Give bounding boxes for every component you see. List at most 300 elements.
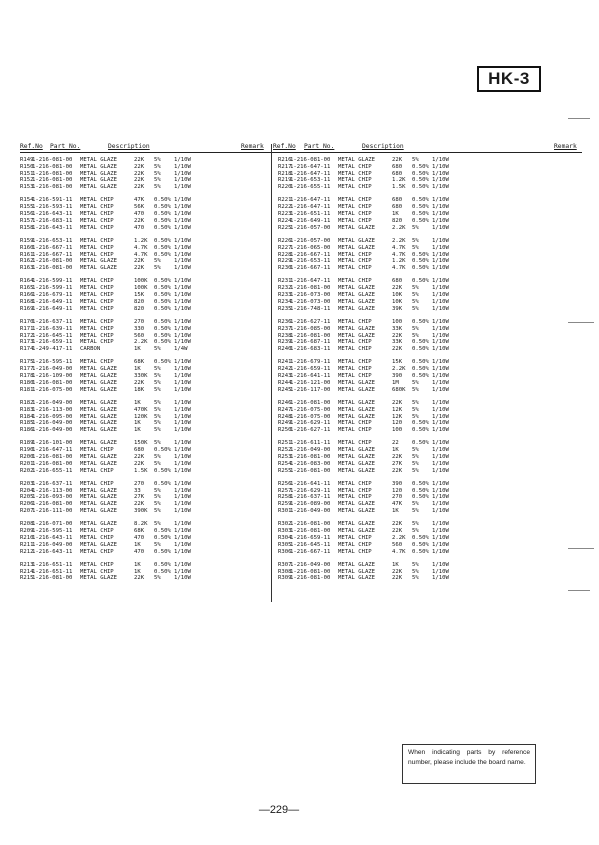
cell-part: 1-216-075-00 xyxy=(32,386,73,393)
cell-pow: 1/10W xyxy=(174,541,191,548)
cell-part: 1-216-081-00 xyxy=(290,285,331,292)
cell-ref: R211 xyxy=(20,541,34,548)
cell-val: 15K xyxy=(392,359,403,366)
cell-tol: 0.50% xyxy=(412,494,429,501)
cell-tol: 5% xyxy=(154,501,161,508)
cell-ref: R217 xyxy=(278,163,292,170)
cell-ref: R182 xyxy=(20,399,34,406)
cell-ref: R165 xyxy=(20,285,34,292)
cell-part: 1-216-667-11 xyxy=(290,251,331,258)
cell-tol: 0.50% xyxy=(412,170,429,177)
cell-desc: METAL GLAZE xyxy=(80,420,118,427)
cell-tol: 0.50% xyxy=(412,251,429,258)
cell-pow: 1/10W xyxy=(174,453,191,460)
cell-pow: 1/10W xyxy=(174,265,191,272)
cell-part: 1-216-081-00 xyxy=(32,170,73,177)
cell-tol: 5% xyxy=(412,528,419,535)
cell-tol: 0.50% xyxy=(154,359,171,366)
cell-desc: METAL GLAZE xyxy=(338,521,376,528)
cell-ref: R303 xyxy=(278,528,292,535)
cell-tol: 5% xyxy=(412,460,419,467)
cell-tol: 0.50% xyxy=(154,480,171,487)
cell-tol: 5% xyxy=(412,298,419,305)
cell-ref: R249 xyxy=(278,420,292,427)
cell-tol: 5% xyxy=(412,386,419,393)
cell-tol: 5% xyxy=(412,379,419,386)
cell-desc: METAL CHIP xyxy=(338,211,372,218)
cell-desc: METAL GLAZE xyxy=(80,386,118,393)
cell-desc: METAL GLAZE xyxy=(338,292,376,299)
cell-pow: 1/10W xyxy=(432,413,449,420)
cell-part: 1-216-748-11 xyxy=(290,305,331,312)
cell-desc: METAL GLAZE xyxy=(80,157,118,163)
cell-tol: 0.50% xyxy=(412,184,429,191)
cell-ref: R150 xyxy=(20,163,34,170)
cell-val: 2.2K xyxy=(134,339,148,346)
cell-desc: METAL GLAZE xyxy=(80,521,118,528)
cell-val: 120K xyxy=(134,413,148,420)
cell-desc: METAL CHIP xyxy=(338,251,372,258)
cell-part: 1-216-081-00 xyxy=(290,575,331,582)
cell-val: 1K xyxy=(134,420,141,427)
cell-desc: METAL GLAZE xyxy=(80,413,118,420)
cell-pow: 1/10W xyxy=(432,298,449,305)
cell-val: 100K xyxy=(134,278,148,285)
cell-desc: METAL GLAZE xyxy=(338,406,376,413)
cell-val: 1.5K xyxy=(134,467,148,474)
cell-desc: METAL CHIP xyxy=(80,197,114,204)
cell-val: 820 xyxy=(134,305,145,312)
right-header-part: Part No. xyxy=(304,143,335,150)
cell-pow: 1/10W xyxy=(432,251,449,258)
cell-val: 680 xyxy=(392,278,403,285)
cell-pow: 1/10W xyxy=(432,528,449,535)
cell-tol: 0.50% xyxy=(412,534,429,541)
cell-tol: 5% xyxy=(154,399,161,406)
cell-desc: METAL CHIP xyxy=(80,534,114,541)
cell-part: 1-216-121-00 xyxy=(290,379,331,386)
cell-val: 270 xyxy=(392,494,403,501)
cell-ref: R239 xyxy=(278,339,292,346)
cell-tol: 0.50% xyxy=(154,278,171,285)
cell-desc: METAL GLAZE xyxy=(80,373,118,380)
cell-part: 1-216-679-11 xyxy=(32,292,73,299)
cell-desc: METAL GLAZE xyxy=(80,508,118,515)
cell-tol: 5% xyxy=(154,521,161,528)
cell-ref: R232 xyxy=(278,285,292,292)
cell-desc: METAL CHIP xyxy=(80,244,114,251)
cell-val: 22K xyxy=(134,258,145,265)
cell-val: 100 xyxy=(392,427,403,434)
cell-desc: METAL CHIP xyxy=(338,339,372,346)
cell-part: 1-216-599-11 xyxy=(32,278,73,285)
left-header-part: Part No. xyxy=(50,143,81,150)
right-header-remark: Remark xyxy=(554,143,577,150)
cell-part: 1-216-089-00 xyxy=(290,501,331,508)
cell-tol: 0.50% xyxy=(154,244,171,251)
cell-tol: 0.50% xyxy=(154,467,171,474)
cell-desc: METAL CHIP xyxy=(338,204,372,211)
cell-part: 1-216-655-11 xyxy=(32,467,73,474)
cell-val: 27K xyxy=(134,494,145,501)
cell-pow: 1/10W xyxy=(174,440,191,447)
cell-val: 22K xyxy=(134,379,145,386)
cell-ref: R154 xyxy=(20,197,34,204)
cell-part: 1-216-057-00 xyxy=(290,237,331,244)
cell-desc: METAL CHIP xyxy=(338,359,372,366)
cell-pow: 1/10W xyxy=(174,548,191,555)
cell-val: 22K xyxy=(134,575,145,582)
cell-tol: 5% xyxy=(154,440,161,447)
cell-ref: R214 xyxy=(20,568,34,575)
cell-val: 22K xyxy=(392,285,403,292)
section-badge: HK-3 xyxy=(477,66,541,92)
cell-pow: 1/10W xyxy=(432,204,449,211)
cell-val: 470 xyxy=(134,548,145,555)
cell-val: 470 xyxy=(134,534,145,541)
cell-ref: R153 xyxy=(20,184,34,191)
cell-val: 1K xyxy=(134,568,141,575)
cell-desc: METAL CHIP xyxy=(80,339,114,346)
cell-tol: 5% xyxy=(154,460,161,467)
cell-val: 10K xyxy=(392,292,403,299)
cell-ref: R304 xyxy=(278,534,292,541)
cell-ref: R160 xyxy=(20,244,34,251)
cell-desc: METAL CHIP xyxy=(338,265,372,272)
cell-tol: 0.50% xyxy=(154,528,171,535)
cell-val: 470 xyxy=(134,224,145,231)
cell-val: 22K xyxy=(392,346,403,353)
cell-val: 22K xyxy=(392,528,403,535)
cell-pow: 1/10W xyxy=(174,170,191,177)
cell-ref: R178 xyxy=(20,373,34,380)
cell-val: 22K xyxy=(134,157,145,163)
cell-tol: 5% xyxy=(154,386,161,393)
cell-desc: METAL GLAZE xyxy=(338,305,376,312)
cell-desc: METAL GLAZE xyxy=(80,487,118,494)
cell-ref: R216 xyxy=(278,157,292,163)
cell-val: 8.2K xyxy=(134,521,148,528)
cell-pow: 1/10W xyxy=(174,244,191,251)
cell-val: 680 xyxy=(392,204,403,211)
margin-mark xyxy=(568,118,590,119)
cell-val: 100K xyxy=(134,285,148,292)
cell-tol: 5% xyxy=(154,508,161,515)
cell-pow: 1/10W xyxy=(432,373,449,380)
cell-pow: 1/10W xyxy=(432,170,449,177)
cell-val: 56K xyxy=(134,204,145,211)
cell-ref: R234 xyxy=(278,298,292,305)
cell-ref: R233 xyxy=(278,292,292,299)
cell-part: 1-216-081-00 xyxy=(290,528,331,535)
cell-ref: R236 xyxy=(278,318,292,325)
cell-pow: 1/10W xyxy=(432,386,449,393)
cell-pow: 1/10W xyxy=(432,568,449,575)
cell-val: 1M xyxy=(392,379,399,386)
cell-tol: 5% xyxy=(412,501,419,508)
cell-desc: METAL GLAZE xyxy=(80,163,118,170)
cell-desc: METAL GLAZE xyxy=(338,157,376,163)
cell-ref: R255 xyxy=(278,467,292,474)
cell-val: 22K xyxy=(392,467,403,474)
cell-desc: METAL GLAZE xyxy=(338,332,376,339)
cell-pow: 1/10W xyxy=(174,467,191,474)
cell-val: 2.2K xyxy=(392,237,406,244)
cell-part: 1-216-647-11 xyxy=(32,447,73,454)
cell-part: 1-216-081-00 xyxy=(32,501,73,508)
cell-pow: 1/10W xyxy=(432,508,449,515)
cell-val: 22K xyxy=(392,568,403,575)
cell-part: 1-216-683-11 xyxy=(32,217,73,224)
cell-ref: R242 xyxy=(278,366,292,373)
cell-ref: R159 xyxy=(20,237,34,244)
cell-tol: 5% xyxy=(154,373,161,380)
right-header-ref: Ref.No xyxy=(273,143,296,150)
cell-part: 1-216-647-11 xyxy=(290,278,331,285)
cell-pow: 1/10W xyxy=(432,521,449,528)
cell-part: 1-216-593-11 xyxy=(32,204,73,211)
cell-tol: 0.50% xyxy=(412,204,429,211)
cell-val: 22 xyxy=(392,440,399,447)
cell-val: 2.2K xyxy=(392,534,406,541)
cell-ref: R157 xyxy=(20,217,34,224)
cell-ref: R161 xyxy=(20,251,34,258)
cell-part: 1-216-641-11 xyxy=(290,373,331,380)
cell-val: 1.5K xyxy=(392,184,406,191)
cell-val: 33K xyxy=(392,339,403,346)
cell-val: 22K xyxy=(392,575,403,582)
cell-pow: 1/4W xyxy=(174,346,188,353)
cell-pow: 1/10W xyxy=(174,386,191,393)
cell-val: 22K xyxy=(392,399,403,406)
cell-tol: 5% xyxy=(154,265,161,272)
cell-pow: 1/10W xyxy=(174,305,191,312)
cell-part: 1-216-643-11 xyxy=(32,548,73,555)
cell-pow: 1/10W xyxy=(174,508,191,515)
cell-pow: 1/10W xyxy=(432,427,449,434)
cell-tol: 5% xyxy=(154,366,161,373)
cell-val: 4.7K xyxy=(392,251,406,258)
cell-val: 27K xyxy=(392,460,403,467)
cell-ref: R237 xyxy=(278,325,292,332)
cell-tol: 5% xyxy=(154,258,161,265)
cell-val: 4.7K xyxy=(392,265,406,272)
cell-val: 18K xyxy=(134,386,145,393)
cell-pow: 1/10W xyxy=(432,447,449,454)
cell-val: 22K xyxy=(134,501,145,508)
cell-desc: METAL GLAZE xyxy=(338,386,376,393)
cell-part: 1-216-081-00 xyxy=(32,575,73,582)
cell-part: 1-216-643-11 xyxy=(32,534,73,541)
cell-tol: 0.50% xyxy=(154,197,171,204)
cell-part: 1-216-049-00 xyxy=(290,561,331,568)
cell-pow: 1/10W xyxy=(174,366,191,373)
cell-desc: METAL GLAZE xyxy=(80,184,118,191)
cell-pow: 1/10W xyxy=(432,548,449,555)
cell-pow: 1/10W xyxy=(432,217,449,224)
cell-pow: 1/10W xyxy=(432,575,449,582)
cell-ref: R301 xyxy=(278,508,292,515)
cell-ref: R256 xyxy=(278,480,292,487)
cell-ref: R240 xyxy=(278,346,292,353)
cell-pow: 1/10W xyxy=(174,528,191,535)
cell-ref: R190 xyxy=(20,447,34,454)
cell-pow: 1/10W xyxy=(432,366,449,373)
cell-pow: 1/10W xyxy=(174,318,191,325)
cell-pow: 1/10W xyxy=(174,157,191,163)
cell-part: 1-216-049-00 xyxy=(32,541,73,548)
cell-part: 1-216-653-11 xyxy=(290,177,331,184)
cell-pow: 1/10W xyxy=(432,487,449,494)
cell-ref: R241 xyxy=(278,359,292,366)
cell-part: 1-216-647-11 xyxy=(290,163,331,170)
cell-pow: 1/10W xyxy=(174,359,191,366)
cell-pow: 1/10W xyxy=(174,163,191,170)
cell-pow: 1/10W xyxy=(432,237,449,244)
cell-desc: METAL CHIP xyxy=(80,467,114,474)
cell-tol: 0.50% xyxy=(412,211,429,218)
cell-ref: R185 xyxy=(20,420,34,427)
cell-desc: METAL GLAZE xyxy=(338,447,376,454)
cell-pow: 1/10W xyxy=(432,305,449,312)
cell-desc: METAL GLAZE xyxy=(338,244,376,251)
cell-part: 1-216-073-00 xyxy=(290,292,331,299)
cell-desc: METAL CHIP xyxy=(338,177,372,184)
cell-part: 1-216-687-11 xyxy=(290,339,331,346)
cell-tol: 0.50% xyxy=(412,548,429,555)
cell-pow: 1/10W xyxy=(432,346,449,353)
cell-tol: 0.50% xyxy=(412,541,429,548)
cell-pow: 1/10W xyxy=(174,184,191,191)
cell-part: 1-216-049-00 xyxy=(32,420,73,427)
cell-desc: METAL CHIP xyxy=(338,258,372,265)
cell-val: 22K xyxy=(134,177,145,184)
cell-tol: 0.50% xyxy=(412,420,429,427)
cell-tol: 0.50% xyxy=(154,292,171,299)
cell-desc: METAL GLAZE xyxy=(80,427,118,434)
cell-pow: 1/10W xyxy=(432,318,449,325)
cell-ref: R201 xyxy=(20,460,34,467)
cell-desc: METAL CHIP xyxy=(80,251,114,258)
cell-part: 1-216-637-11 xyxy=(290,494,331,501)
cell-tol: 0.50% xyxy=(412,318,429,325)
cell-pow: 1/10W xyxy=(174,521,191,528)
cell-pow: 1/10W xyxy=(174,285,191,292)
cell-desc: METAL CHIP xyxy=(338,420,372,427)
cell-tol: 0.50% xyxy=(412,487,429,494)
cell-tol: 5% xyxy=(412,285,419,292)
cell-ref: R225 xyxy=(278,224,292,231)
cell-val: 22K xyxy=(134,163,145,170)
cell-pow: 1/10W xyxy=(174,258,191,265)
cell-tol: 0.50% xyxy=(412,177,429,184)
cell-tol: 0.50% xyxy=(154,298,171,305)
cell-desc: METAL GLAZE xyxy=(80,575,118,582)
cell-ref: R163 xyxy=(20,265,34,272)
cell-val: 150K xyxy=(134,440,148,447)
cell-pow: 1/10W xyxy=(432,224,449,231)
cell-desc: METAL CHIP xyxy=(338,197,372,204)
cell-part: 1-216-065-00 xyxy=(290,244,331,251)
cell-val: 4.7K xyxy=(134,251,148,258)
cell-desc: METAL GLAZE xyxy=(338,379,376,386)
cell-tol: 5% xyxy=(412,244,419,251)
cell-ref: R184 xyxy=(20,413,34,420)
cell-desc: METAL CHIP xyxy=(338,217,372,224)
cell-desc: METAL GLAZE xyxy=(338,467,376,474)
cell-part: 1-216-667-11 xyxy=(290,548,331,555)
cell-val: 560 xyxy=(392,541,403,548)
cell-val: 560 xyxy=(134,332,145,339)
cell-desc: METAL CHIP xyxy=(80,332,114,339)
cell-pow: 1/10W xyxy=(174,211,191,218)
cell-tol: 5% xyxy=(154,453,161,460)
cell-pow: 1/10W xyxy=(174,447,191,454)
cell-part: 1-216-073-00 xyxy=(290,298,331,305)
cell-pow: 1/10W xyxy=(174,575,191,582)
cell-desc: METAL CHIP xyxy=(338,548,372,555)
cell-part: 1-216-659-11 xyxy=(290,366,331,373)
cell-tol: 0.50% xyxy=(154,339,171,346)
cell-ref: R307 xyxy=(278,561,292,568)
cell-tol: 0.50% xyxy=(412,427,429,434)
cell-desc: METAL CHIP xyxy=(338,487,372,494)
cell-tol: 0.50% xyxy=(154,325,171,332)
cell-val: 22K xyxy=(392,332,403,339)
cell-desc: METAL CHIP xyxy=(80,278,114,285)
cell-tol: 5% xyxy=(412,399,419,406)
cell-pow: 1/10W xyxy=(432,406,449,413)
cell-desc: METAL GLAZE xyxy=(338,508,376,515)
cell-ref: R186 xyxy=(20,427,34,434)
cell-ref: R162 xyxy=(20,258,34,265)
cell-ref: R306 xyxy=(278,548,292,555)
cell-tol: 0.50% xyxy=(412,480,429,487)
cell-tol: 5% xyxy=(412,406,419,413)
cell-val: 15K xyxy=(134,292,145,299)
cell-desc: METAL CHIP xyxy=(80,480,114,487)
page-number: —229— xyxy=(258,804,300,816)
cell-tol: 5% xyxy=(154,420,161,427)
cell-part: 1-216-611-11 xyxy=(290,440,331,447)
cell-desc: METAL CHIP xyxy=(338,373,372,380)
cell-tol: 5% xyxy=(154,157,161,163)
cell-tol: 5% xyxy=(154,184,161,191)
cell-ref: R231 xyxy=(278,278,292,285)
cell-part: 1-216-683-11 xyxy=(290,346,331,353)
cell-pow: 1/10W xyxy=(174,379,191,386)
cell-desc: METAL GLAZE xyxy=(80,406,118,413)
cell-tol: 0.50% xyxy=(412,258,429,265)
cell-part: 1-216-643-11 xyxy=(32,211,73,218)
cell-ref: R250 xyxy=(278,427,292,434)
cell-part: 1-216-075-00 xyxy=(290,406,331,413)
cell-pow: 1/10W xyxy=(432,467,449,474)
cell-desc: METAL GLAZE xyxy=(338,453,376,460)
cell-desc: METAL GLAZE xyxy=(80,541,118,548)
cell-ref: R246 xyxy=(278,399,292,406)
cell-ref: R223 xyxy=(278,211,292,218)
cell-val: 1K xyxy=(392,561,399,568)
column-divider xyxy=(271,144,272,602)
cell-pow: 1/10W xyxy=(174,494,191,501)
cell-pow: 1/10W xyxy=(432,440,449,447)
cell-ref: R258 xyxy=(278,494,292,501)
cell-val: 680K xyxy=(392,386,406,393)
cell-ref: R177 xyxy=(20,366,34,373)
cell-desc: METAL CHIP xyxy=(338,184,372,191)
cell-desc: METAL CHIP xyxy=(80,211,114,218)
